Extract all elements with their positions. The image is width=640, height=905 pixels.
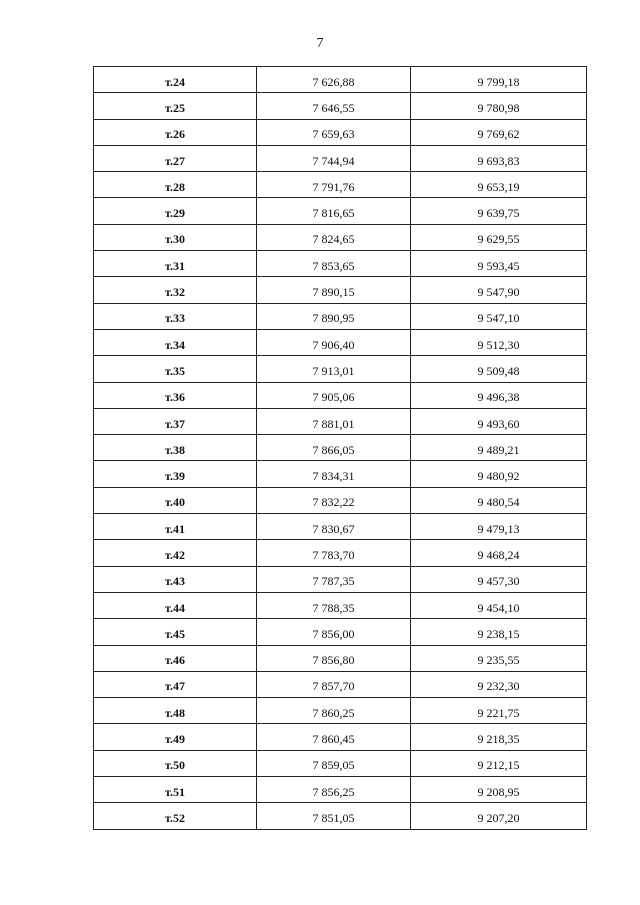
table-row [94, 803, 587, 829]
y-coordinate: 9 235,55 [411, 645, 587, 671]
table-row [94, 382, 587, 408]
point-label: т.43 [94, 566, 257, 592]
x-coordinate: 7 659,63 [257, 119, 411, 145]
y-coordinate: 9 479,13 [411, 514, 587, 540]
point-label: т.38 [94, 435, 257, 461]
x-coordinate: 7 860,45 [257, 724, 411, 750]
table-row [94, 145, 587, 171]
y-coordinate: 9 218,35 [411, 724, 587, 750]
x-coordinate: 7 860,25 [257, 698, 411, 724]
y-coordinate: 9 509,48 [411, 356, 587, 382]
x-coordinate: 7 788,35 [257, 592, 411, 618]
point-label: т.35 [94, 356, 257, 382]
x-coordinate: 7 783,70 [257, 540, 411, 566]
point-label: т.24 [94, 67, 257, 93]
table-row [94, 592, 587, 618]
point-label: т.37 [94, 408, 257, 434]
point-label: т.50 [94, 750, 257, 776]
point-label: т.25 [94, 93, 257, 119]
table-row [94, 119, 587, 145]
point-label: т.48 [94, 698, 257, 724]
table-row [94, 724, 587, 750]
x-coordinate: 7 856,00 [257, 619, 411, 645]
y-coordinate: 9 238,15 [411, 619, 587, 645]
point-label: т.49 [94, 724, 257, 750]
table-row [94, 198, 587, 224]
table-row [94, 540, 587, 566]
x-coordinate: 7 787,35 [257, 566, 411, 592]
y-coordinate: 9 693,83 [411, 145, 587, 171]
x-coordinate: 7 816,65 [257, 198, 411, 224]
x-coordinate: 7 906,40 [257, 329, 411, 355]
point-label: т.33 [94, 303, 257, 329]
y-coordinate: 9 457,30 [411, 566, 587, 592]
table-row [94, 329, 587, 355]
y-coordinate: 9 512,30 [411, 329, 587, 355]
x-coordinate: 7 744,94 [257, 145, 411, 171]
y-coordinate: 9 232,30 [411, 671, 587, 697]
x-coordinate: 7 856,80 [257, 645, 411, 671]
point-label: т.51 [94, 777, 257, 803]
point-label: т.26 [94, 119, 257, 145]
y-coordinate: 9 207,20 [411, 803, 587, 829]
point-label: т.31 [94, 251, 257, 277]
table-row [94, 487, 587, 513]
coordinates-table-body [94, 67, 587, 830]
table-row [94, 619, 587, 645]
coordinates-table [93, 66, 587, 830]
y-coordinate: 9 496,38 [411, 382, 587, 408]
table-row [94, 461, 587, 487]
y-coordinate: 9 547,10 [411, 303, 587, 329]
point-label: т.39 [94, 461, 257, 487]
x-coordinate: 7 832,22 [257, 487, 411, 513]
x-coordinate: 7 913,01 [257, 356, 411, 382]
table-row [94, 750, 587, 776]
x-coordinate: 7 851,05 [257, 803, 411, 829]
table-row [94, 224, 587, 250]
point-label: т.30 [94, 224, 257, 250]
point-label: т.47 [94, 671, 257, 697]
point-label: т.44 [94, 592, 257, 618]
table-row [94, 67, 587, 93]
table-row [94, 93, 587, 119]
point-label: т.45 [94, 619, 257, 645]
table-row [94, 435, 587, 461]
table-row [94, 408, 587, 434]
x-coordinate: 7 646,55 [257, 93, 411, 119]
x-coordinate: 7 791,76 [257, 172, 411, 198]
y-coordinate: 9 493,60 [411, 408, 587, 434]
x-coordinate: 7 824,65 [257, 224, 411, 250]
y-coordinate: 9 653,19 [411, 172, 587, 198]
point-label: т.34 [94, 329, 257, 355]
point-label: т.42 [94, 540, 257, 566]
y-coordinate: 9 208,95 [411, 777, 587, 803]
y-coordinate: 9 480,92 [411, 461, 587, 487]
table-row [94, 645, 587, 671]
x-coordinate: 7 853,65 [257, 251, 411, 277]
table-row [94, 277, 587, 303]
point-label: т.40 [94, 487, 257, 513]
table-row [94, 566, 587, 592]
y-coordinate: 9 769,62 [411, 119, 587, 145]
point-label: т.28 [94, 172, 257, 198]
x-coordinate: 7 890,15 [257, 277, 411, 303]
point-label: т.36 [94, 382, 257, 408]
x-coordinate: 7 834,31 [257, 461, 411, 487]
point-label: т.32 [94, 277, 257, 303]
point-label: т.52 [94, 803, 257, 829]
y-coordinate: 9 480,54 [411, 487, 587, 513]
page-number: 7 [316, 36, 324, 51]
y-coordinate: 9 489,21 [411, 435, 587, 461]
y-coordinate: 9 221,75 [411, 698, 587, 724]
table-row [94, 172, 587, 198]
table-row [94, 698, 587, 724]
x-coordinate: 7 890,95 [257, 303, 411, 329]
x-coordinate: 7 626,88 [257, 67, 411, 93]
x-coordinate: 7 881,01 [257, 408, 411, 434]
point-label: т.46 [94, 645, 257, 671]
x-coordinate: 7 830,67 [257, 514, 411, 540]
y-coordinate: 9 212,15 [411, 750, 587, 776]
y-coordinate: 9 593,45 [411, 251, 587, 277]
table-row [94, 777, 587, 803]
y-coordinate: 9 547,90 [411, 277, 587, 303]
x-coordinate: 7 859,05 [257, 750, 411, 776]
x-coordinate: 7 866,05 [257, 435, 411, 461]
table-row [94, 514, 587, 540]
y-coordinate: 9 629,55 [411, 224, 587, 250]
x-coordinate: 7 905,06 [257, 382, 411, 408]
table-row [94, 251, 587, 277]
x-coordinate: 7 857,70 [257, 671, 411, 697]
y-coordinate: 9 454,10 [411, 592, 587, 618]
table-row [94, 671, 587, 697]
y-coordinate: 9 780,98 [411, 93, 587, 119]
point-label: т.29 [94, 198, 257, 224]
table-row [94, 356, 587, 382]
y-coordinate: 9 799,18 [411, 67, 587, 93]
y-coordinate: 9 468,24 [411, 540, 587, 566]
x-coordinate: 7 856,25 [257, 777, 411, 803]
table-row [94, 303, 587, 329]
y-coordinate: 9 639,75 [411, 198, 587, 224]
point-label: т.41 [94, 514, 257, 540]
point-label: т.27 [94, 145, 257, 171]
